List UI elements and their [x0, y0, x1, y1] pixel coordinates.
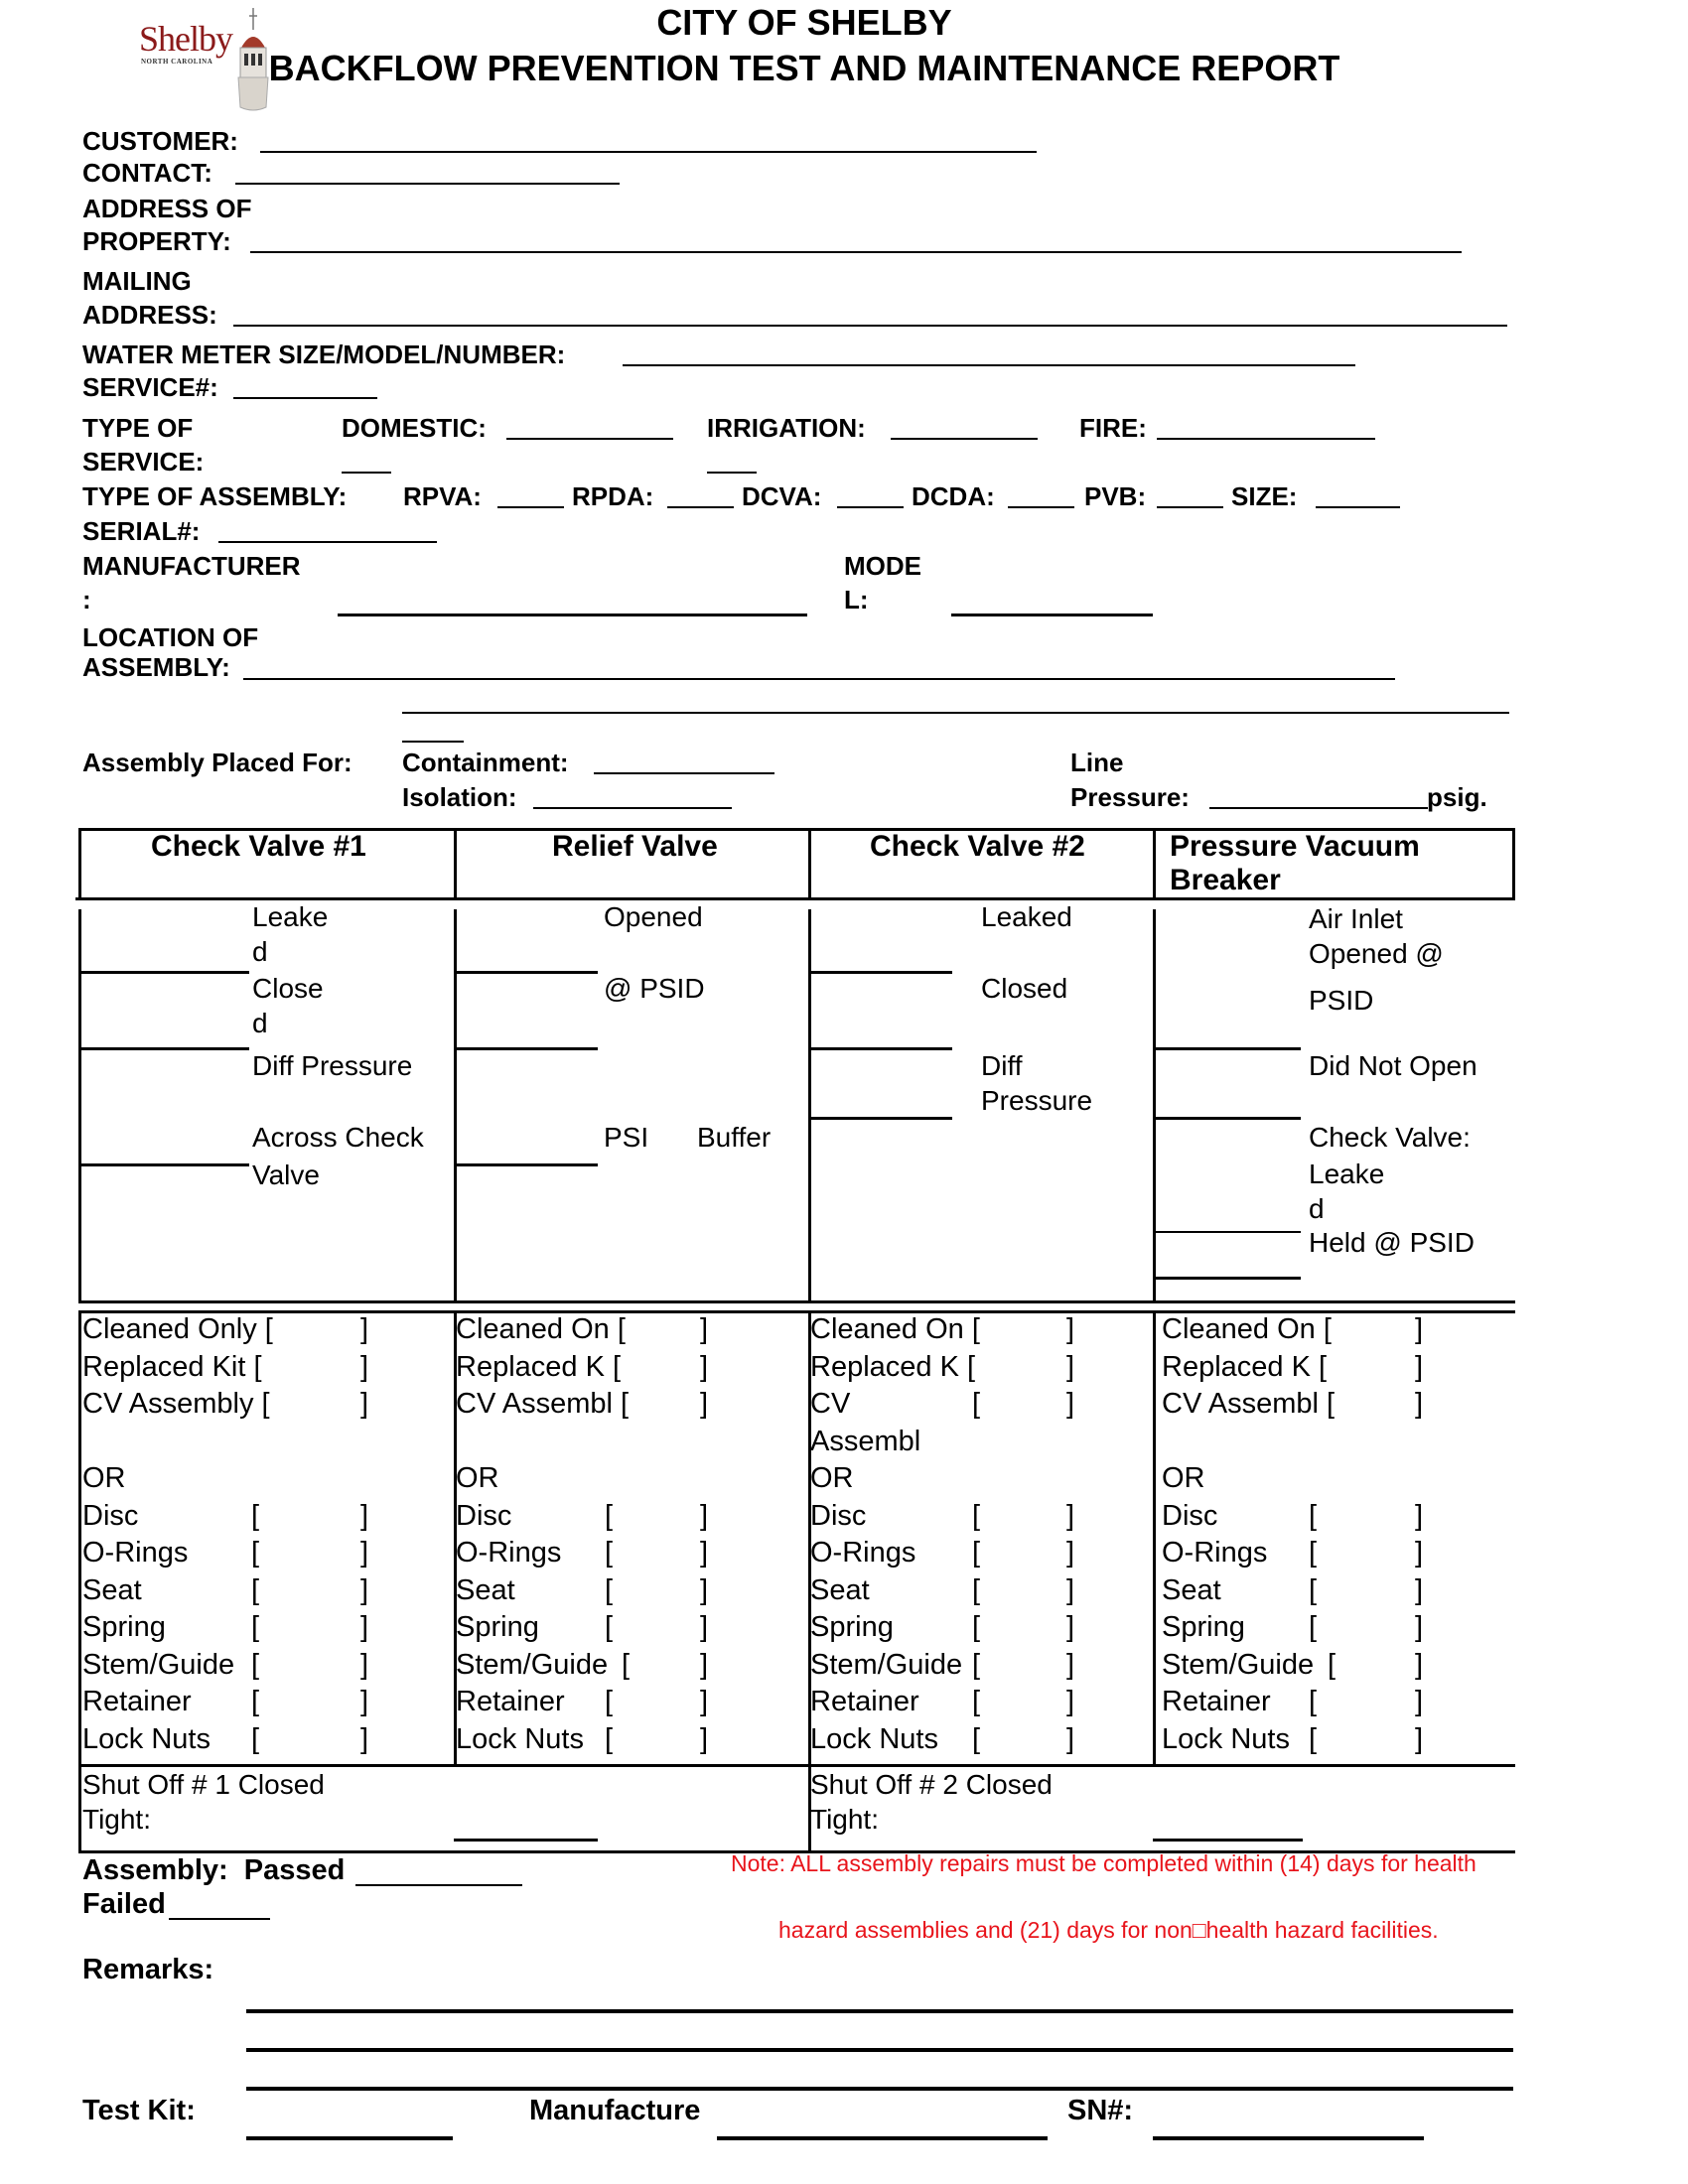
part-disc[interactable]: Disc [ ]	[82, 1499, 369, 1532]
line-pressure-label-1: Line	[1070, 748, 1124, 777]
part-o-rings[interactable]: O-Rings [ ]	[82, 1537, 369, 1569]
shutoff-1-field[interactable]	[454, 1839, 598, 1842]
water-meter-label: WATER METER SIZE/MODEL/NUMBER:	[82, 340, 566, 369]
page-title-line2: BACKFLOW PREVENTION TEST AND MAINTENANCE REPORT	[268, 48, 1340, 88]
fire-field[interactable]	[1157, 438, 1375, 440]
repair-row-cv-assembly[interactable]: CV [ ]	[810, 1388, 1075, 1420]
part-o-rings[interactable]: O-Rings [ ]	[1162, 1537, 1424, 1569]
shutoff-1-label: Shut Off # 1 Closed	[82, 1769, 325, 1800]
part-lock-nuts[interactable]: Lock Nuts [ ]	[1162, 1722, 1424, 1755]
model-label-2: L:	[844, 585, 869, 614]
repair-row-cleaned[interactable]: Cleaned On [ ]	[456, 1313, 709, 1345]
mailing-label-1: MAILING	[82, 266, 192, 296]
repair-or-label: OR	[456, 1462, 499, 1494]
cv2-text-diff: Diff	[981, 1050, 1023, 1081]
cv2-text-pressure: Pressure	[981, 1085, 1093, 1116]
logo-text: Shelby	[139, 19, 233, 59]
location-field-wrap	[402, 741, 464, 743]
failed-label: Failed	[82, 1888, 166, 1920]
repair-row-spacer	[1162, 1424, 1509, 1461]
cv1-text-closed: Close	[252, 973, 324, 1004]
dcva-field[interactable]	[837, 506, 904, 508]
cv2-leaked-field[interactable]	[810, 971, 952, 974]
rpda-label: RPDA:	[572, 481, 654, 511]
part-spring[interactable]: Spring [ ]	[82, 1611, 369, 1643]
repair-divider	[78, 1300, 1515, 1303]
contact-label: CONTACT:	[82, 158, 212, 188]
part-o-rings[interactable]: O-Rings [ ]	[810, 1537, 1075, 1569]
part-seat[interactable]: Seat [ ]	[456, 1573, 709, 1606]
part-retainer[interactable]: Retainer [ ]	[810, 1686, 1075, 1717]
part-lock-nuts[interactable]: Lock Nuts [ ]	[810, 1722, 1075, 1755]
repair-or-label: OR	[810, 1462, 854, 1494]
location-field-line2[interactable]	[402, 712, 1509, 714]
psig-label: psig.	[1427, 782, 1487, 812]
rv-text-psid: @ PSID	[604, 973, 705, 1004]
repair-row-spacer	[456, 1424, 803, 1461]
header-pvb: Pressure Vacuum Breaker	[1170, 830, 1420, 896]
pvb-air-inlet-field[interactable]	[1155, 1047, 1301, 1050]
line-pressure-label-2: Pressure:	[1070, 782, 1190, 812]
serial-label: SERIAL#:	[82, 516, 201, 546]
test-kit-label: Test Kit:	[82, 2095, 196, 2126]
table-border	[78, 1310, 81, 1853]
location-field[interactable]	[243, 678, 1395, 680]
pvb-text-check-valve: Check Valve:	[1309, 1122, 1471, 1153]
manufacture-label: Manufacture	[529, 2095, 701, 2126]
part-stem-guide[interactable]: Stem/Guide [ ]	[456, 1648, 709, 1681]
pvb-text-psid: PSID	[1309, 985, 1374, 1016]
part-seat[interactable]: Seat [ ]	[82, 1573, 369, 1606]
isolation-label: Isolation:	[402, 782, 517, 812]
part-lock-nuts[interactable]: Lock Nuts [ ]	[456, 1722, 709, 1755]
cv1-closed-field[interactable]	[80, 1047, 249, 1050]
repair-column-cv1	[82, 1311, 450, 1758]
manufacturer-field[interactable]	[338, 614, 807, 616]
passed-field[interactable]	[355, 1884, 522, 1886]
note-line-1: Note: ALL assembly repairs must be completed within (14) days for health	[731, 1850, 1477, 1876]
part-retainer[interactable]: Retainer [ ]	[82, 1686, 369, 1717]
header-check-valve-1: Check Valve #1	[151, 830, 366, 863]
repair-or-label: OR	[1162, 1462, 1205, 1494]
sn-field[interactable]	[1153, 2136, 1424, 2140]
passed-label: Passed	[243, 1854, 346, 1886]
part-spring[interactable]: Spring [ ]	[810, 1611, 1075, 1643]
part-retainer[interactable]: Retainer [ ]	[1162, 1686, 1424, 1717]
repair-row-cv-assembly[interactable]: CV Assembl [ ]	[456, 1388, 709, 1420]
repair-row-cleaned[interactable]: Cleaned Only [ ]	[82, 1313, 369, 1345]
pvb-field[interactable]	[1157, 506, 1223, 508]
remarks-label: Remarks:	[82, 1954, 214, 1985]
line-pressure-field[interactable]	[1209, 807, 1428, 809]
shutoff-1-tight-label: Tight:	[82, 1804, 151, 1835]
repair-column-cv2	[810, 1311, 1148, 1758]
dcda-label: DCDA:	[912, 481, 995, 511]
part-retainer[interactable]: Retainer [ ]	[456, 1686, 709, 1717]
irrigation-label: IRRIGATION:	[707, 413, 866, 443]
cv2-text-closed: Closed	[981, 973, 1068, 1004]
service-number-field[interactable]	[233, 397, 377, 399]
remarks-line-3[interactable]	[246, 2087, 1513, 2091]
part-stem-guide[interactable]: Stem/Guide [ ]	[82, 1648, 369, 1681]
repair-row-replaced-kit[interactable]: Replaced K [ ]	[1162, 1350, 1424, 1383]
type-of-service-label-2: SERVICE:	[82, 447, 205, 477]
table-border	[78, 828, 81, 900]
repair-or-label: OR	[82, 1462, 126, 1494]
table-border	[1153, 828, 1156, 900]
table-border	[454, 828, 457, 900]
repair-column-relief	[456, 1311, 803, 1758]
customer-label: CUSTOMER:	[82, 126, 238, 156]
irrigation-field-wrap	[707, 472, 757, 474]
header-relief-valve: Relief Valve	[552, 830, 718, 863]
repair-row-cv-assembly-wrap: Assembl	[810, 1425, 921, 1457]
repair-row-cv-assembly[interactable]: CV Assembly [ ]	[82, 1388, 369, 1420]
rpda-field[interactable]	[667, 506, 734, 508]
remarks-line-2[interactable]	[246, 2048, 1513, 2052]
note-line-2: hazard assemblies and (21) days for non□health hazard facilities.	[778, 1917, 1439, 1943]
domestic-label: DOMESTIC:	[342, 413, 487, 443]
location-label-1: LOCATION OF	[82, 622, 259, 652]
manufacture-field[interactable]	[717, 2136, 1048, 2140]
part-seat[interactable]: Seat [ ]	[1162, 1573, 1424, 1606]
table-border	[808, 909, 811, 1300]
assembly-label: Assembly:	[82, 1854, 228, 1886]
model-label-1: MODE	[844, 551, 921, 581]
cv1-text-across-check: Across Check	[252, 1122, 424, 1153]
shutoff-2-label: Shut Off # 2 Closed	[810, 1769, 1053, 1800]
part-seat[interactable]: Seat [ ]	[810, 1573, 1075, 1606]
placed-for-label: Assembly Placed For:	[82, 748, 352, 777]
part-lock-nuts[interactable]: Lock Nuts [ ]	[82, 1722, 369, 1755]
cv2-closed-field[interactable]	[810, 1047, 952, 1050]
test-kit-field[interactable]	[246, 2136, 453, 2140]
rv-text-buffer: Buffer	[697, 1122, 772, 1153]
pvb-text-did-not-open: Did Not Open	[1309, 1050, 1477, 1081]
dcva-label: DCVA:	[742, 481, 822, 511]
rv-buffer-field[interactable]	[456, 1163, 598, 1166]
dcda-field[interactable]	[1008, 506, 1074, 508]
cv2-diff-pressure-field[interactable]	[810, 1117, 952, 1120]
logo-subtitle: NORTH CAROLINA	[141, 58, 213, 66]
part-disc[interactable]: Disc [ ]	[456, 1499, 709, 1532]
sn-label: SN#:	[1067, 2095, 1134, 2126]
shutoff-2-tight-label: Tight:	[810, 1804, 879, 1835]
assembly-result-label	[82, 1854, 345, 1886]
rv-text-opened: Opened	[604, 901, 703, 932]
address-property-field[interactable]	[250, 251, 1462, 253]
part-spring[interactable]: Spring [ ]	[1162, 1611, 1424, 1643]
domestic-field[interactable]	[506, 438, 673, 440]
pvb-text-leaked-wrap: d	[1309, 1193, 1325, 1224]
page-title-line1: CITY OF SHELBY	[656, 2, 952, 43]
shutoff-2-field[interactable]	[1153, 1839, 1303, 1842]
size-field[interactable]	[1316, 506, 1400, 508]
repair-row-replaced-kit[interactable]: Replaced K [ ]	[456, 1350, 709, 1383]
cv1-text-closed-wrap: d	[252, 1008, 268, 1038]
table-border	[1153, 1310, 1156, 1767]
rv-opened-field[interactable]	[456, 971, 598, 974]
pvb-did-not-open-field[interactable]	[1155, 1117, 1301, 1120]
rv-psid-field[interactable]	[456, 1047, 598, 1050]
type-assembly-label: TYPE OF ASSEMBLY:	[82, 481, 348, 511]
repair-row-spacer	[82, 1424, 450, 1461]
failed-field[interactable]	[169, 1918, 270, 1920]
header-check-valve-2: Check Valve #2	[870, 830, 1085, 863]
cv1-text-leaked: Leake	[252, 901, 329, 932]
size-label: SIZE:	[1231, 481, 1298, 511]
water-meter-field[interactable]	[623, 364, 1355, 366]
mailing-address-field[interactable]	[233, 325, 1507, 327]
part-stem-guide[interactable]: Stem/Guide [ ]	[810, 1648, 1075, 1681]
containment-label: Containment:	[402, 748, 569, 777]
repair-row-cleaned[interactable]: Cleaned On [ ]	[810, 1313, 1075, 1345]
pvb-held-psid-field[interactable]	[1155, 1277, 1301, 1280]
table-border	[808, 828, 811, 900]
table-border	[1512, 828, 1515, 900]
irrigation-field[interactable]	[891, 438, 1038, 440]
containment-field[interactable]	[594, 772, 774, 774]
fire-label: FIRE:	[1079, 413, 1147, 443]
repair-row-cv-assembly[interactable]: CV Assembl [ ]	[1162, 1388, 1424, 1420]
type-of-service-label-1: TYPE OF	[82, 413, 194, 443]
table-border	[454, 909, 457, 1300]
location-label-2: ASSEMBLY:	[82, 652, 230, 682]
repair-column-pvb	[1162, 1311, 1509, 1758]
cv1-text-diff-pressure: Diff Pressure	[252, 1050, 413, 1081]
pvb-label: PVB:	[1084, 481, 1147, 511]
repair-row-replaced-kit[interactable]: Replaced K [ ]	[810, 1350, 1075, 1383]
address-property-label-1: ADDRESS OF	[82, 194, 252, 223]
cv1-text-valve: Valve	[252, 1160, 320, 1190]
mailing-label-2: ADDRESS:	[82, 300, 217, 330]
cv2-text-leaked: Leaked	[981, 901, 1072, 932]
pvb-check-leaked-field[interactable]	[1155, 1231, 1301, 1233]
repair-row-cleaned[interactable]: Cleaned On [ ]	[1162, 1313, 1424, 1345]
rv-text-psi: PSI	[604, 1122, 649, 1153]
manufacturer-label-2: :	[82, 585, 91, 614]
pvb-text-opened-at: Opened @	[1309, 938, 1444, 969]
contact-field[interactable]	[235, 183, 620, 185]
rpva-label: RPVA:	[403, 481, 482, 511]
pvb-text-leaked: Leake	[1309, 1159, 1385, 1189]
table-border	[1153, 909, 1156, 1300]
table-border	[78, 909, 81, 1300]
pvb-text-air-inlet: Air Inlet	[1309, 903, 1403, 934]
isolation-field[interactable]	[533, 807, 732, 809]
cv1-text-leaked-wrap: d	[252, 936, 268, 967]
rpva-field[interactable]	[497, 506, 564, 508]
part-spring[interactable]: Spring [ ]	[456, 1611, 709, 1643]
cv1-leaked-field[interactable]	[80, 971, 249, 974]
part-disc[interactable]: Disc [ ]	[810, 1499, 1075, 1532]
cv1-diff-pressure-field[interactable]	[80, 1163, 249, 1166]
serial-field[interactable]	[218, 541, 437, 543]
service-number-label: SERVICE#:	[82, 372, 218, 402]
part-stem-guide[interactable]: Stem/Guide [ ]	[1162, 1648, 1424, 1681]
customer-field[interactable]	[260, 151, 1037, 153]
pvb-text-held-psid: Held @ PSID	[1309, 1227, 1475, 1258]
part-o-rings[interactable]: O-Rings [ ]	[456, 1537, 709, 1569]
part-disc[interactable]: Disc [ ]	[1162, 1499, 1424, 1532]
manufacturer-label-1: MANUFACTURER	[82, 551, 301, 581]
remarks-line-1[interactable]	[246, 2009, 1513, 2013]
address-property-label-2: PROPERTY:	[82, 226, 231, 256]
model-field[interactable]	[951, 614, 1153, 616]
domestic-field-wrap	[342, 472, 391, 474]
repair-row-replaced-kit[interactable]: Replaced Kit [ ]	[82, 1350, 369, 1383]
